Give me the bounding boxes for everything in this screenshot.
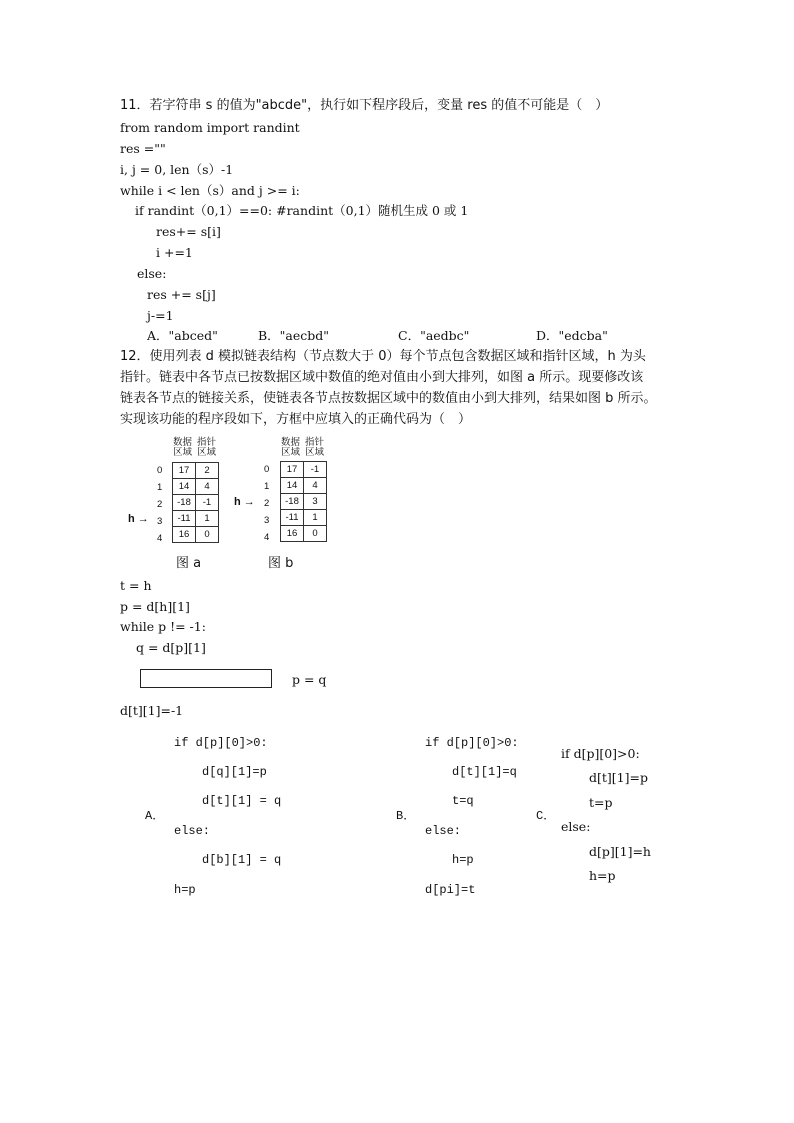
q11-code-line: res+= s[i] [156,224,221,239]
q12-code-line: while p != -1: [120,619,206,634]
fig-a-index: 3 [157,516,163,527]
fig-b-ptr-cell: 1 [304,510,327,526]
fig-a-data-cell: 17 [173,463,196,479]
q11-code-line: i +=1 [156,245,193,260]
fig-a-ptr-cell: 4 [196,479,219,495]
arrow-right-icon: → [137,513,149,525]
fig-a-head-label: h [128,513,135,525]
fig-a-header-data: 数据 区域 [173,437,193,458]
fig-a-table [172,462,219,543]
q12-opt-a-line: if d[p][0]>0: [174,736,268,750]
fig-b-index: 4 [264,532,270,543]
fig-b-index: 2 [264,498,270,509]
fig-a-row [173,495,219,511]
q12-opt-b-line: if d[p][0]>0: [425,736,519,750]
fig-a-ptr-cell: 2 [196,463,219,479]
fig-a-index: 0 [157,465,163,476]
q12-opt-b-line: d[t][1]=q [452,765,517,779]
q11-option-c: C．"aedbc" [398,328,470,343]
fig-b-header-data: 数据 区域 [281,437,301,458]
fig-a-data-cell: -18 [173,495,196,511]
q12-stem-line: 12．使用列表 d 模拟链表结构（节点数大于 0）每个节点包含数据区域和指针区域，h 为头 [120,349,646,364]
q12-opt-a-line: d[q][1]=p [202,765,267,779]
q12-code-line: p = q [292,672,327,687]
fig-b-row [281,526,327,542]
q12-stem-line: 指针。链表中各节点已按数据区域中数值的绝对值由小到大排列，如图 a 所示。现要修改该 [120,370,644,385]
fig-b-data-cell: 17 [281,462,304,478]
fig-b-row [281,510,327,526]
q12-code-line: p = d[h][1] [120,599,190,614]
q12-opt-b-line: d[pi]=t [425,883,476,897]
fig-a-ptr-cell: 0 [196,527,219,543]
fig-a-ptr-cell: 1 [196,511,219,527]
fig-a-index: 1 [157,482,163,493]
fig-b-header-ptr: 指针 区域 [305,437,325,458]
q12-opt-a-label: A． [145,809,165,823]
q12-opt-c-line: h=p [589,868,616,883]
q12-opt-c-line: d[p][1]=h [589,844,651,859]
fig-b-index: 3 [264,515,270,526]
fig-b-data-cell: -11 [281,510,304,526]
fig-a-data-cell: 16 [173,527,196,543]
fig-b-row [281,462,327,478]
q12-code-line: d[t][1]=-1 [120,703,184,718]
fig-b-table [280,461,327,542]
q12-opt-b-line: h=p [452,853,474,867]
q11-code-line: if randint（0,1）==0: #randint（0,1）随机生成 0 或 1 [135,203,469,218]
q12-code-line: t = h [120,578,152,593]
q12-opt-b-label: B． [396,809,416,823]
arrow-right-icon: → [243,496,255,508]
q12-opt-c-line: else: [561,819,591,834]
q12-stem-line: 链表各节点的链接关系，使链表各节点按数据区域中的数值由小到大排列，结果如图 b 所示。 [120,391,657,406]
q11-stem: 11．若字符串 s 的值为"abcde"，执行如下程序段后，变量 res 的值不可能是（ ） [120,98,609,113]
q11-code-line: while i < len（s）and j >= i: [120,183,300,198]
fig-b-head-label: h [234,496,241,508]
q11-option-a: A．"abced" [147,328,218,343]
q11-option-d: D．"edcba" [536,328,608,343]
q12-code-line: q = d[p][1] [136,640,206,655]
fig-b-ptr-cell: 0 [304,526,327,542]
q12-opt-a-line: h=p [174,883,196,897]
fig-a-index: 4 [157,533,163,544]
q11-code-line: res ="" [120,141,166,156]
fig-a-row [173,511,219,527]
fig-a-data-cell: 14 [173,479,196,495]
fig-a-ptr-cell: -1 [196,495,219,511]
fig-a-header-ptr: 指针 区域 [197,437,217,458]
fig-a-caption: 图 a [176,556,202,571]
q12-opt-c-line: d[t][1]=p [589,770,648,785]
q12-opt-c-line: t=p [589,795,613,810]
fig-b-head-pointer [234,496,255,508]
fig-a-data-cell: -11 [173,511,196,527]
fig-b-row [281,478,327,494]
fig-b-ptr-cell: 3 [304,494,327,510]
fig-b-data-cell: 16 [281,526,304,542]
fig-b-caption: 图 b [268,556,294,571]
q11-code-line: i, j = 0, len（s）-1 [120,162,234,177]
q12-opt-a-line: else: [174,824,211,838]
q11-code-line: res += s[j] [147,287,216,302]
q11-code-line: from random import randint [120,120,300,135]
fig-a-row [173,479,219,495]
q12-opt-a-line: d[t][1] = q [202,794,282,808]
fig-a-row [173,527,219,543]
fig-a-index: 2 [157,499,163,510]
answer-blank-box [140,669,272,688]
fig-b-data-cell: 14 [281,478,304,494]
q11-code-line: else: [137,266,167,281]
q12-opt-c-line: if d[p][0]>0: [561,746,640,761]
fig-b-data-cell: -18 [281,494,304,510]
q12-opt-b-line: else: [425,824,462,838]
q12-stem-line: 实现该功能的程序段如下，方框中应填入的正确代码为（ ） [120,412,472,427]
fig-a-head-pointer [128,513,149,525]
fig-b-index: 1 [264,481,270,492]
fig-b-row [281,494,327,510]
fig-b-index: 0 [264,464,270,475]
fig-b-ptr-cell: 4 [304,478,327,494]
q12-opt-c-label: C． [536,809,556,823]
q12-opt-a-line: d[b][1] = q [202,853,282,867]
q12-opt-b-line: t=q [452,794,474,808]
fig-a-row [173,463,219,479]
q11-code-line: j-=1 [147,308,174,323]
q11-option-b: B．"aecbd" [258,328,330,343]
fig-b-ptr-cell: -1 [304,462,327,478]
